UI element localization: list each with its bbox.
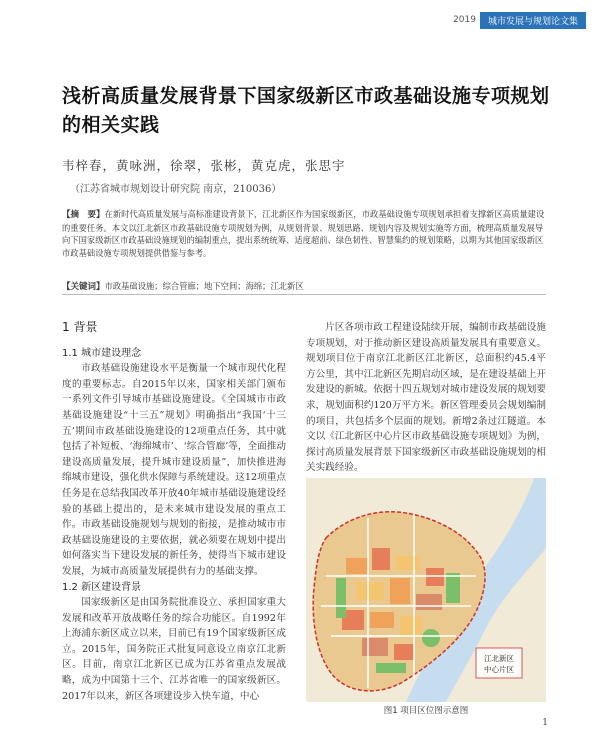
abstract-label: 【摘 要】 — [62, 210, 105, 220]
page-number: 1 — [542, 718, 548, 728]
header-year: 2019 — [453, 15, 476, 25]
abstract — [62, 208, 546, 259]
section-heading: 1 背景 — [62, 320, 98, 334]
paper-title: 浅析高质量发展背景下国家级新区市政基础设施专项规划的相关实践 — [62, 85, 550, 136]
figure-caption: 图1 项目区位图示意图 — [383, 706, 469, 716]
right-column — [306, 320, 546, 476]
subsection-heading-1-1: 1.1 城市建设理念 — [62, 347, 142, 359]
map-label-line1: 江北新区 — [484, 654, 514, 663]
keywords-text: 市政基础设施；综合管廊；地下空间；海绵；江北新区 — [104, 281, 304, 291]
author-affiliation: （江苏省城市规划设计研究院 南京，210036） — [70, 184, 282, 195]
running-header — [453, 12, 586, 28]
author-list: 韦梓春，黄咏洲，徐翠，张彬，黄克虎，张思宇 — [62, 158, 346, 173]
keywords-label: 【关键词】 — [62, 282, 105, 292]
paragraph: 片区各项市政工程建设陆续开展，编制市政基础设施专项规划，对于推动新区建设高质量发展具有重要意义。规划项目位于南京江北新区江北新区，总面积约45.4平方公里，其中江北新区先期启动区域，是在建设基础上开发建设的新城。依据十四五规划对城市建设发展的规划要求，规划面积约120万平方米。新区管理委员会规划编制的项目，共包括多个层面的规划。新增2条过江隧道。本文以《江北新区中心片区市政基础设施专项规划》为例，探讨高质量发展背景下国家级新区市政基础设施规划的相关实践经验。 — [306, 322, 546, 474]
divider — [62, 294, 546, 295]
map-area-label — [476, 648, 522, 678]
paragraph: 市政基础设施建设水平是衡量一个城市现代化程度的重要标志。自2015年以来，国家相关部门颁布一系列文件引导城市基础设施建设。《全国城市市政基础设施建设“十三五”规划》明确指出“我国‘十三五’期间市政基础设施建设的12项重点任务，其中就包括了补短板、‘海绵城市’、‘综合管廊’等，全面推动建设高质量发展，提升城市建设质量”，加快推进海绵城市建设，强化供水保障与系统建设。这12项重点任务是在总结我国改革开放40年城市基础设施建设经验的基础上提出的，是未来城市建设发展的重点工作。市政基础设施规划与规划的衔接，是推动城市市政基础设施建设的主要依据，就必须要在规划中提出如何落实当下建设发展的新任务，使得当下城市建设发展，为城市高质量发展提供有力的基础支撑。 — [62, 363, 286, 577]
location-map-figure — [306, 478, 546, 702]
subsection-heading-1-2: 1.2 新区建设背景 — [62, 581, 142, 593]
paragraph: 国家级新区是由国务院批准设立、承担国家重大发展和改革开放战略任务的综合功能区。自1992年上海浦东新区成立以来，目前已有19个国家级新区成立。2015年，国务院正式批复同意设立南京江北新区。目前，南京江北新区已成为江苏省重点发展战略，成为中国第十三个、江苏省唯一的国家级新区。2017年以来，新区各项建设步入快车道，中心 — [62, 597, 286, 702]
header-journal-name: 城市发展与规划论文集 — [480, 12, 586, 29]
left-column — [62, 320, 286, 704]
keywords — [62, 280, 546, 292]
abstract-text: 在新时代高质量发展与高标准建设背景下，江北新区作为国家级新区，市政基础设施专项规划承担着支撑新区高质量建设的重要任务。本文以江北新区市政基础设施专项规划为例，从规划背景、规划思路、规划内容及规划实施等方面，梳理高质量发展导向下国家级新区市政基础设施规划的编制重点，提出系统统筹、适度超前、绿色韧性、智慧集约的规划策略，以期为其他国家级新区市政基础设施专项规划提供借鉴与参考。 — [62, 209, 545, 258]
map-label-line2: 中心片区 — [484, 665, 514, 674]
